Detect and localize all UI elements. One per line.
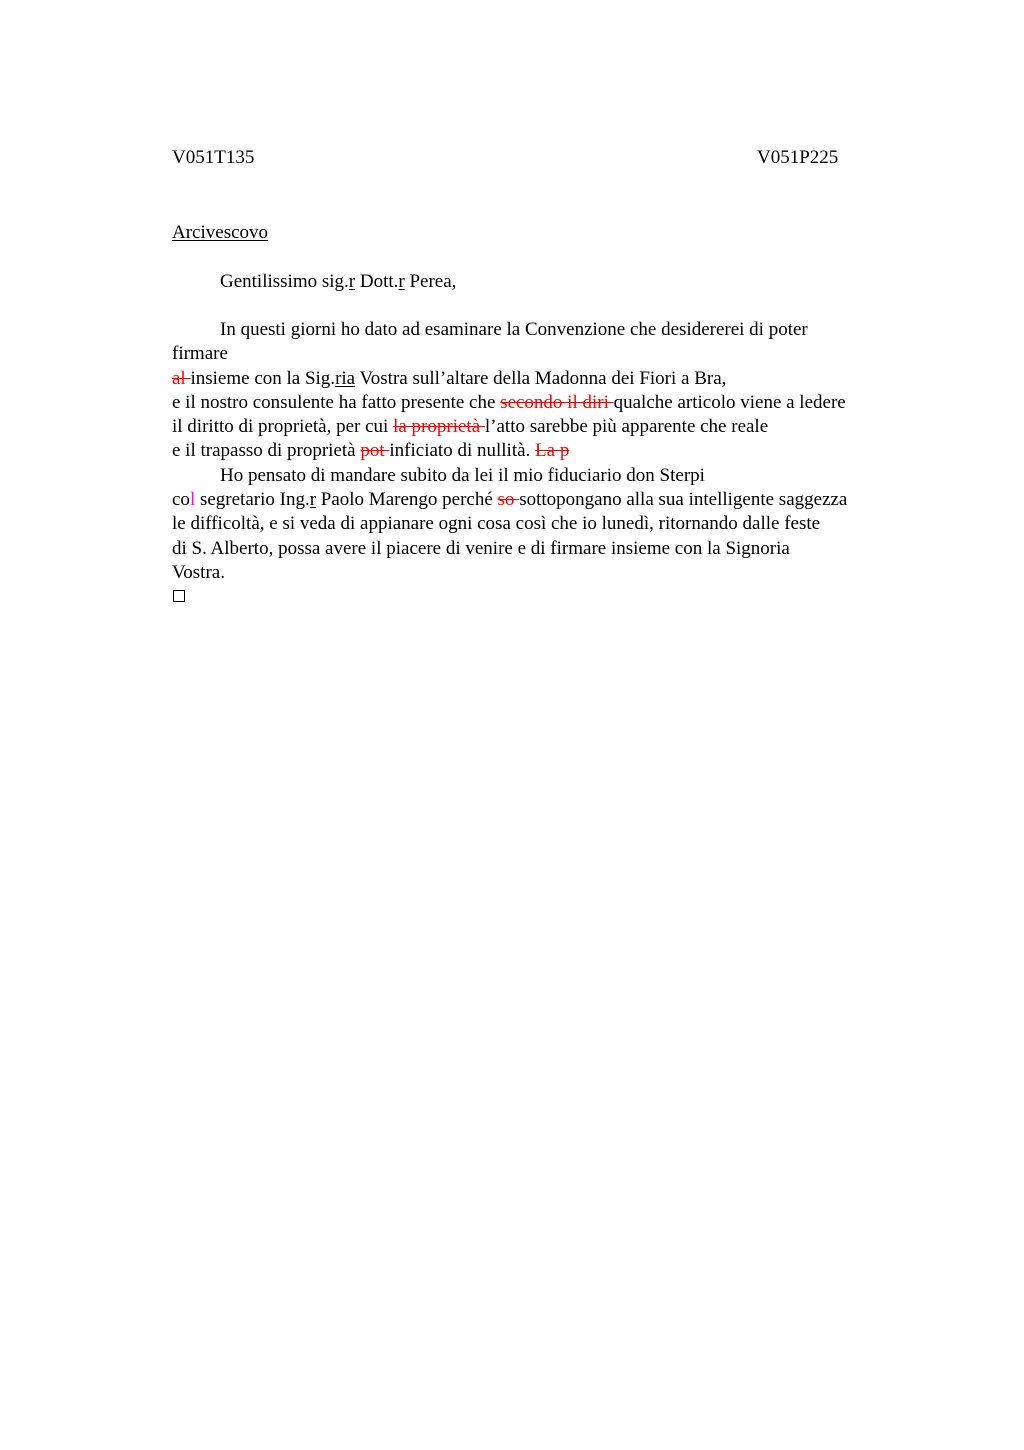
letter-body (172, 318, 932, 585)
inserted-text: l (189, 489, 196, 511)
recipient-title: Arcivescovo (172, 222, 269, 243)
deleted-text: secondo il diri (500, 391, 614, 413)
body-text: sottopongano alla sua intelligente saggezza (519, 489, 848, 511)
body-text: Paolo Marengo perché (316, 489, 498, 511)
greeting-part: Gentilissimo sig. (220, 271, 349, 292)
deleted-text: al (172, 367, 191, 389)
body-text: insieme con la Sig. (190, 367, 336, 389)
greeting-abbrev: r (348, 271, 356, 292)
deleted-text: pot (360, 440, 390, 462)
body-text: e il nostro consulente ha fatto presente che (172, 391, 501, 413)
deleted-text: la proprietà (393, 416, 485, 438)
body-line (172, 488, 932, 512)
greeting-part: Dott. (355, 271, 399, 292)
body-text: qualche articolo viene a ledere (613, 391, 846, 413)
body-text: inficiato di nullità. (389, 440, 536, 462)
body-line: Vostra. (172, 561, 225, 583)
greeting-part: Perea, (404, 271, 457, 292)
body-text: segretario Ing. (195, 489, 310, 511)
empty-checkbox-icon (173, 590, 185, 602)
body-text: il diritto di proprietà, per cui (172, 416, 394, 438)
body-line (172, 415, 932, 439)
abbrev-text: r (309, 489, 317, 511)
body-line (172, 391, 932, 415)
body-text: e il trapasso di proprietà (172, 440, 361, 462)
abbrev-text: ria (335, 367, 356, 389)
header-right-code: V051P225 (757, 147, 839, 168)
body-line: firmare (172, 343, 228, 365)
body-line (172, 367, 932, 391)
body-text: l’atto sarebbe più apparente che reale (484, 416, 769, 438)
body-line: di S. Alberto, possa avere il piacere di venire e di firmare insieme con la Signoria (172, 537, 790, 559)
greeting-abbrev: r (398, 271, 405, 292)
body-line: le difficoltà, e si veda di appianare ogni cosa così che io lunedì, ritornando dalle feste (172, 513, 821, 535)
header-left-code: V051T135 (172, 147, 255, 168)
body-line: Ho pensato di mandare subito da lei il mio fiduciario don Sterpi (220, 464, 705, 486)
body-text: Vostra sull’altare della Madonna dei Fiori a Bra, (355, 367, 727, 389)
body-line (172, 439, 932, 463)
body-line: In questi giorni ho dato ad esaminare la Convenzione che desidererei di poter (220, 319, 808, 340)
greeting (220, 271, 456, 293)
deleted-text: so (497, 489, 520, 511)
deleted-text: La p (535, 440, 570, 462)
body-text: co (172, 489, 190, 511)
